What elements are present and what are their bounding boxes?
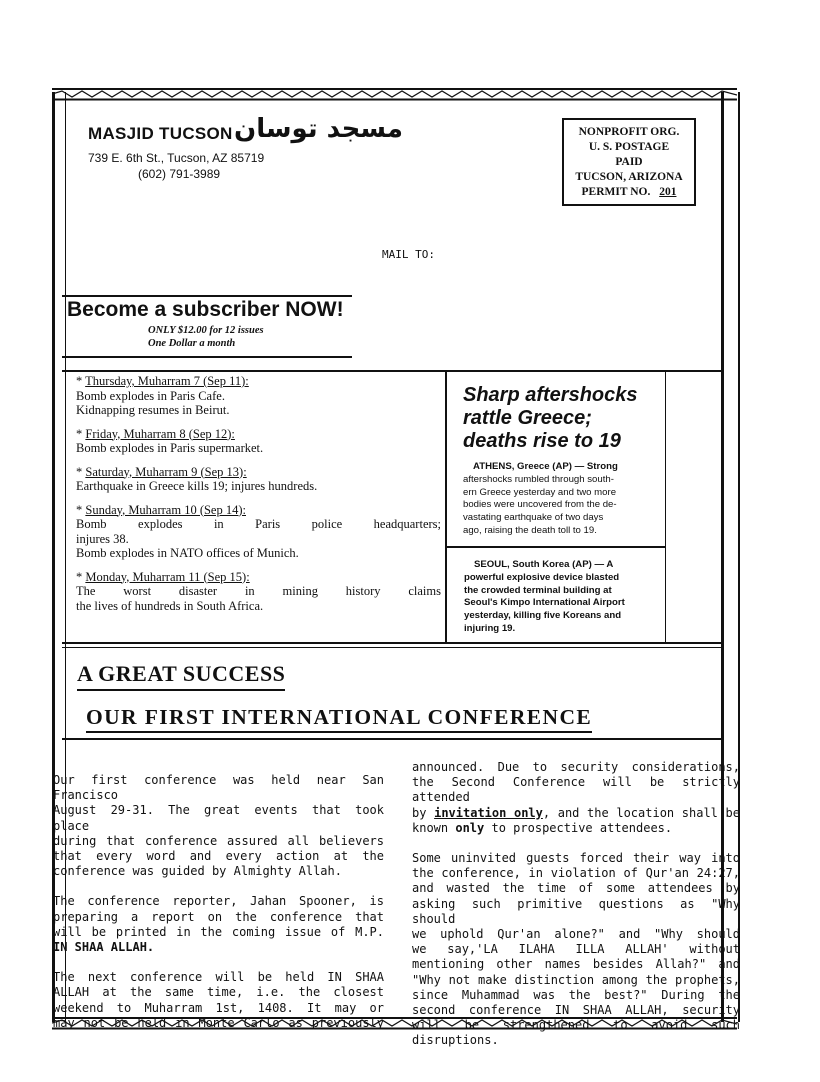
article-line: we uphold Qur'an alone?" and "Why should: [412, 927, 740, 942]
news1-headline-line: Sharp aftershocks: [463, 384, 638, 406]
article-paragraph: [53, 970, 384, 1031]
news2-body: [464, 559, 654, 636]
news1-headline-line: deaths rise to 19: [463, 430, 621, 452]
events-divider: [445, 372, 447, 642]
article-text: , and the location shall be: [542, 805, 740, 820]
news1-body-line: bodies were uncovered from the de-: [463, 499, 617, 511]
headline-underline: [86, 731, 592, 733]
article-line: and wasted the time of some attendees by: [412, 881, 740, 896]
article-text: to prospective attendees.: [491, 820, 673, 835]
article-paragraph: [53, 894, 384, 955]
article-line: will be strengthened to avoid such disruptions.: [412, 1018, 740, 1048]
article-line: Some uninvited guests forced their way into: [412, 851, 740, 866]
postage-line-1: NONPROFIT ORG.: [578, 126, 680, 138]
event-line: Bomb explodes in Paris supermarket.: [76, 441, 264, 455]
article-text: known: [412, 820, 449, 835]
only-text: only: [455, 820, 485, 835]
event-item: * Friday, Muharram 8 (Sep 12): Bomb explodes in Paris supermarket.: [76, 427, 441, 456]
article-line: we say,'LA ILAHA ILLA ALLAH' without: [412, 942, 740, 957]
event-item: * Monday, Muharram 11 (Sep 15): The worst disaster in mining history claims the lives of hundreds in South Africa.: [76, 569, 441, 613]
invitation-only-text: invitation only: [434, 805, 543, 820]
headline-bottom-rule: [62, 738, 721, 740]
article-left-column: [53, 773, 384, 1046]
top-border-band: [52, 87, 737, 101]
news1-headline: [463, 384, 663, 453]
postage-line-2: U. S. POSTAGE: [588, 141, 670, 153]
article-line: IN SHAA ALLAH.: [53, 940, 155, 955]
event-header: Friday, Muharram 8 (Sep 12):: [85, 426, 235, 441]
article-line: ALLAH at the same time, i.e. the closest: [53, 985, 384, 1000]
article-right-column: [412, 760, 740, 1064]
article-line: during that conference assured all believers: [53, 833, 384, 848]
postage-indicia: [562, 118, 696, 206]
article-line: Our first conference was held near San Francisco: [53, 773, 384, 803]
event-line: The worst disaster in mining history claims: [76, 584, 441, 598]
news2-body-line: SEOUL, South Korea (AP) — A: [474, 559, 614, 570]
masjid-phone: (602) 791-3989: [138, 167, 221, 181]
article-line: [412, 821, 740, 836]
subscribe-price: ONLY $12.00 for 12 issues: [148, 325, 264, 336]
news2-body-line: the crowded terminal building at: [464, 584, 612, 596]
article-line: that every word and every action at the: [53, 849, 384, 864]
masjid-arabic-name: مسجد توسان: [234, 114, 403, 144]
article-line: preparing a report on the conference that: [53, 909, 384, 924]
article-line: since Muhammad was the best?" During the: [412, 987, 740, 1002]
events-list: [76, 374, 441, 613]
news-right-rule: [665, 372, 666, 642]
event-item: * Thursday, Muharram 7 (Sep 11): Bomb explodes in Paris Cafe. Kidnapping resumes in Beirut.: [76, 374, 441, 418]
event-header: Sunday, Muharram 10 (Sep 14):: [85, 502, 246, 517]
news1-body-line: ATHENS, Greece (AP) — Strong: [473, 461, 618, 472]
postage-line-3: PAID: [615, 156, 643, 168]
article-line: asking such primitive questions as "Why should: [412, 896, 740, 926]
article-line: the Second Conference will be strictly attended: [412, 775, 740, 805]
events-bottom-rule: [62, 642, 721, 644]
article-line: "Why not make distinction among the prophets,: [412, 972, 740, 987]
subscribe-bottom-rule: [62, 356, 352, 358]
event-line: Bomb explodes in Paris Cafe.: [76, 388, 225, 403]
postage-line-4: TUCSON, ARIZONA: [575, 171, 683, 183]
event-line: Earthquake in Greece kills 19; injures hundreds.: [76, 479, 318, 493]
news-mid-rule: [447, 546, 666, 548]
article-paragraph: [412, 851, 740, 1049]
news1-body-line: aftershocks rumbled through south-: [463, 473, 614, 485]
subscribe-rate: One Dollar a month: [148, 338, 236, 349]
event-line: the lives of hundreds in South Africa.: [76, 598, 264, 613]
headline-great-success-text: A GREAT SUCCESS: [77, 661, 286, 686]
article-paragraph: [412, 760, 740, 836]
masjid-address: 739 E. 6th St., Tucson, AZ 85719: [88, 151, 265, 165]
article-line: conference was guided by Almighty Allah.: [53, 864, 342, 879]
article-line: [412, 806, 740, 821]
event-line: Kidnapping resumes in Beirut.: [76, 403, 230, 417]
headline-underline: [77, 689, 285, 691]
events-top-rule: [62, 370, 721, 372]
article-line: The next conference will be held IN SHAA: [53, 970, 384, 985]
event-header: Saturday, Muharram 9 (Sep 13):: [85, 464, 247, 479]
article-line: announced. Due to security considerations,: [412, 760, 740, 774]
news1-body-line: vastating earthquake of two days: [463, 512, 604, 524]
headline-conference: [86, 705, 592, 733]
news1-body-line: ago, raising the death toll to 19.: [463, 524, 597, 536]
event-item: * Saturday, Muharram 9 (Sep 13): Earthquake in Greece kills 19; injures hundreds.: [76, 465, 441, 494]
news2-body-line: powerful explosive device blasted: [464, 571, 620, 583]
news1-body: [463, 461, 653, 538]
article-line: may not be held in Monte Carlo as previously: [53, 1015, 384, 1030]
headline-conference-text: OUR FIRST INTERNATIONAL CONFERENCE: [86, 705, 593, 729]
news2-body-line: yesterday, killing five Koreans and: [464, 610, 622, 622]
news2-body-line: injuring 19.: [464, 622, 516, 634]
article-line: weekend to Muharram 1st, 1408. It may or: [53, 1000, 384, 1015]
postage-permit: [564, 185, 694, 200]
mail-to-label: MAIL TO:: [382, 248, 435, 261]
event-item: * Sunday, Muharram 10 (Sep 14): Bomb explodes in Paris police headquarters; injures 38. Bomb explodes in NATO offices of Munich.: [76, 502, 441, 560]
article-text: by: [412, 805, 427, 820]
news1-body-line: ern Greece yesterday and two more: [463, 486, 617, 498]
article-line: mentioning other names besides Allah?" and: [412, 957, 740, 972]
headline-great-success: [77, 661, 285, 691]
permit-label: PERMIT NO.: [581, 186, 651, 198]
subscribe-top-rule: [62, 295, 352, 297]
event-header: Monday, Muharram 11 (Sep 15):: [85, 569, 250, 584]
article-line: will be printed in the coming issue of M.P.: [53, 924, 384, 939]
article-line: The conference reporter, Jahan Spooner, is: [53, 894, 384, 909]
news2-body-line: Seoul's Kimpo International Airport: [464, 597, 625, 609]
article-line: second conference IN SHAA ALLAH, security: [412, 1003, 740, 1018]
event-line: Bomb explodes in NATO offices of Munich.: [76, 546, 299, 560]
masjid-name: MASJID TUCSON: [88, 124, 233, 143]
news1-headline-line: rattle Greece;: [463, 407, 592, 429]
subscribe-title: Become a subscriber NOW!: [67, 298, 344, 321]
events-bottom-rule-2: [62, 647, 721, 648]
event-line: Bomb explodes in Paris police headquarters;: [76, 517, 441, 531]
permit-number: 201: [659, 186, 677, 198]
event-line: injures 38.: [76, 531, 129, 546]
event-header: Thursday, Muharram 7 (Sep 11):: [85, 374, 249, 388]
article-line: August 29-31. The great events that took place: [53, 803, 384, 833]
article-line: the conference, in violation of Qur'an 24:27,: [412, 866, 740, 881]
article-paragraph: [53, 773, 384, 879]
